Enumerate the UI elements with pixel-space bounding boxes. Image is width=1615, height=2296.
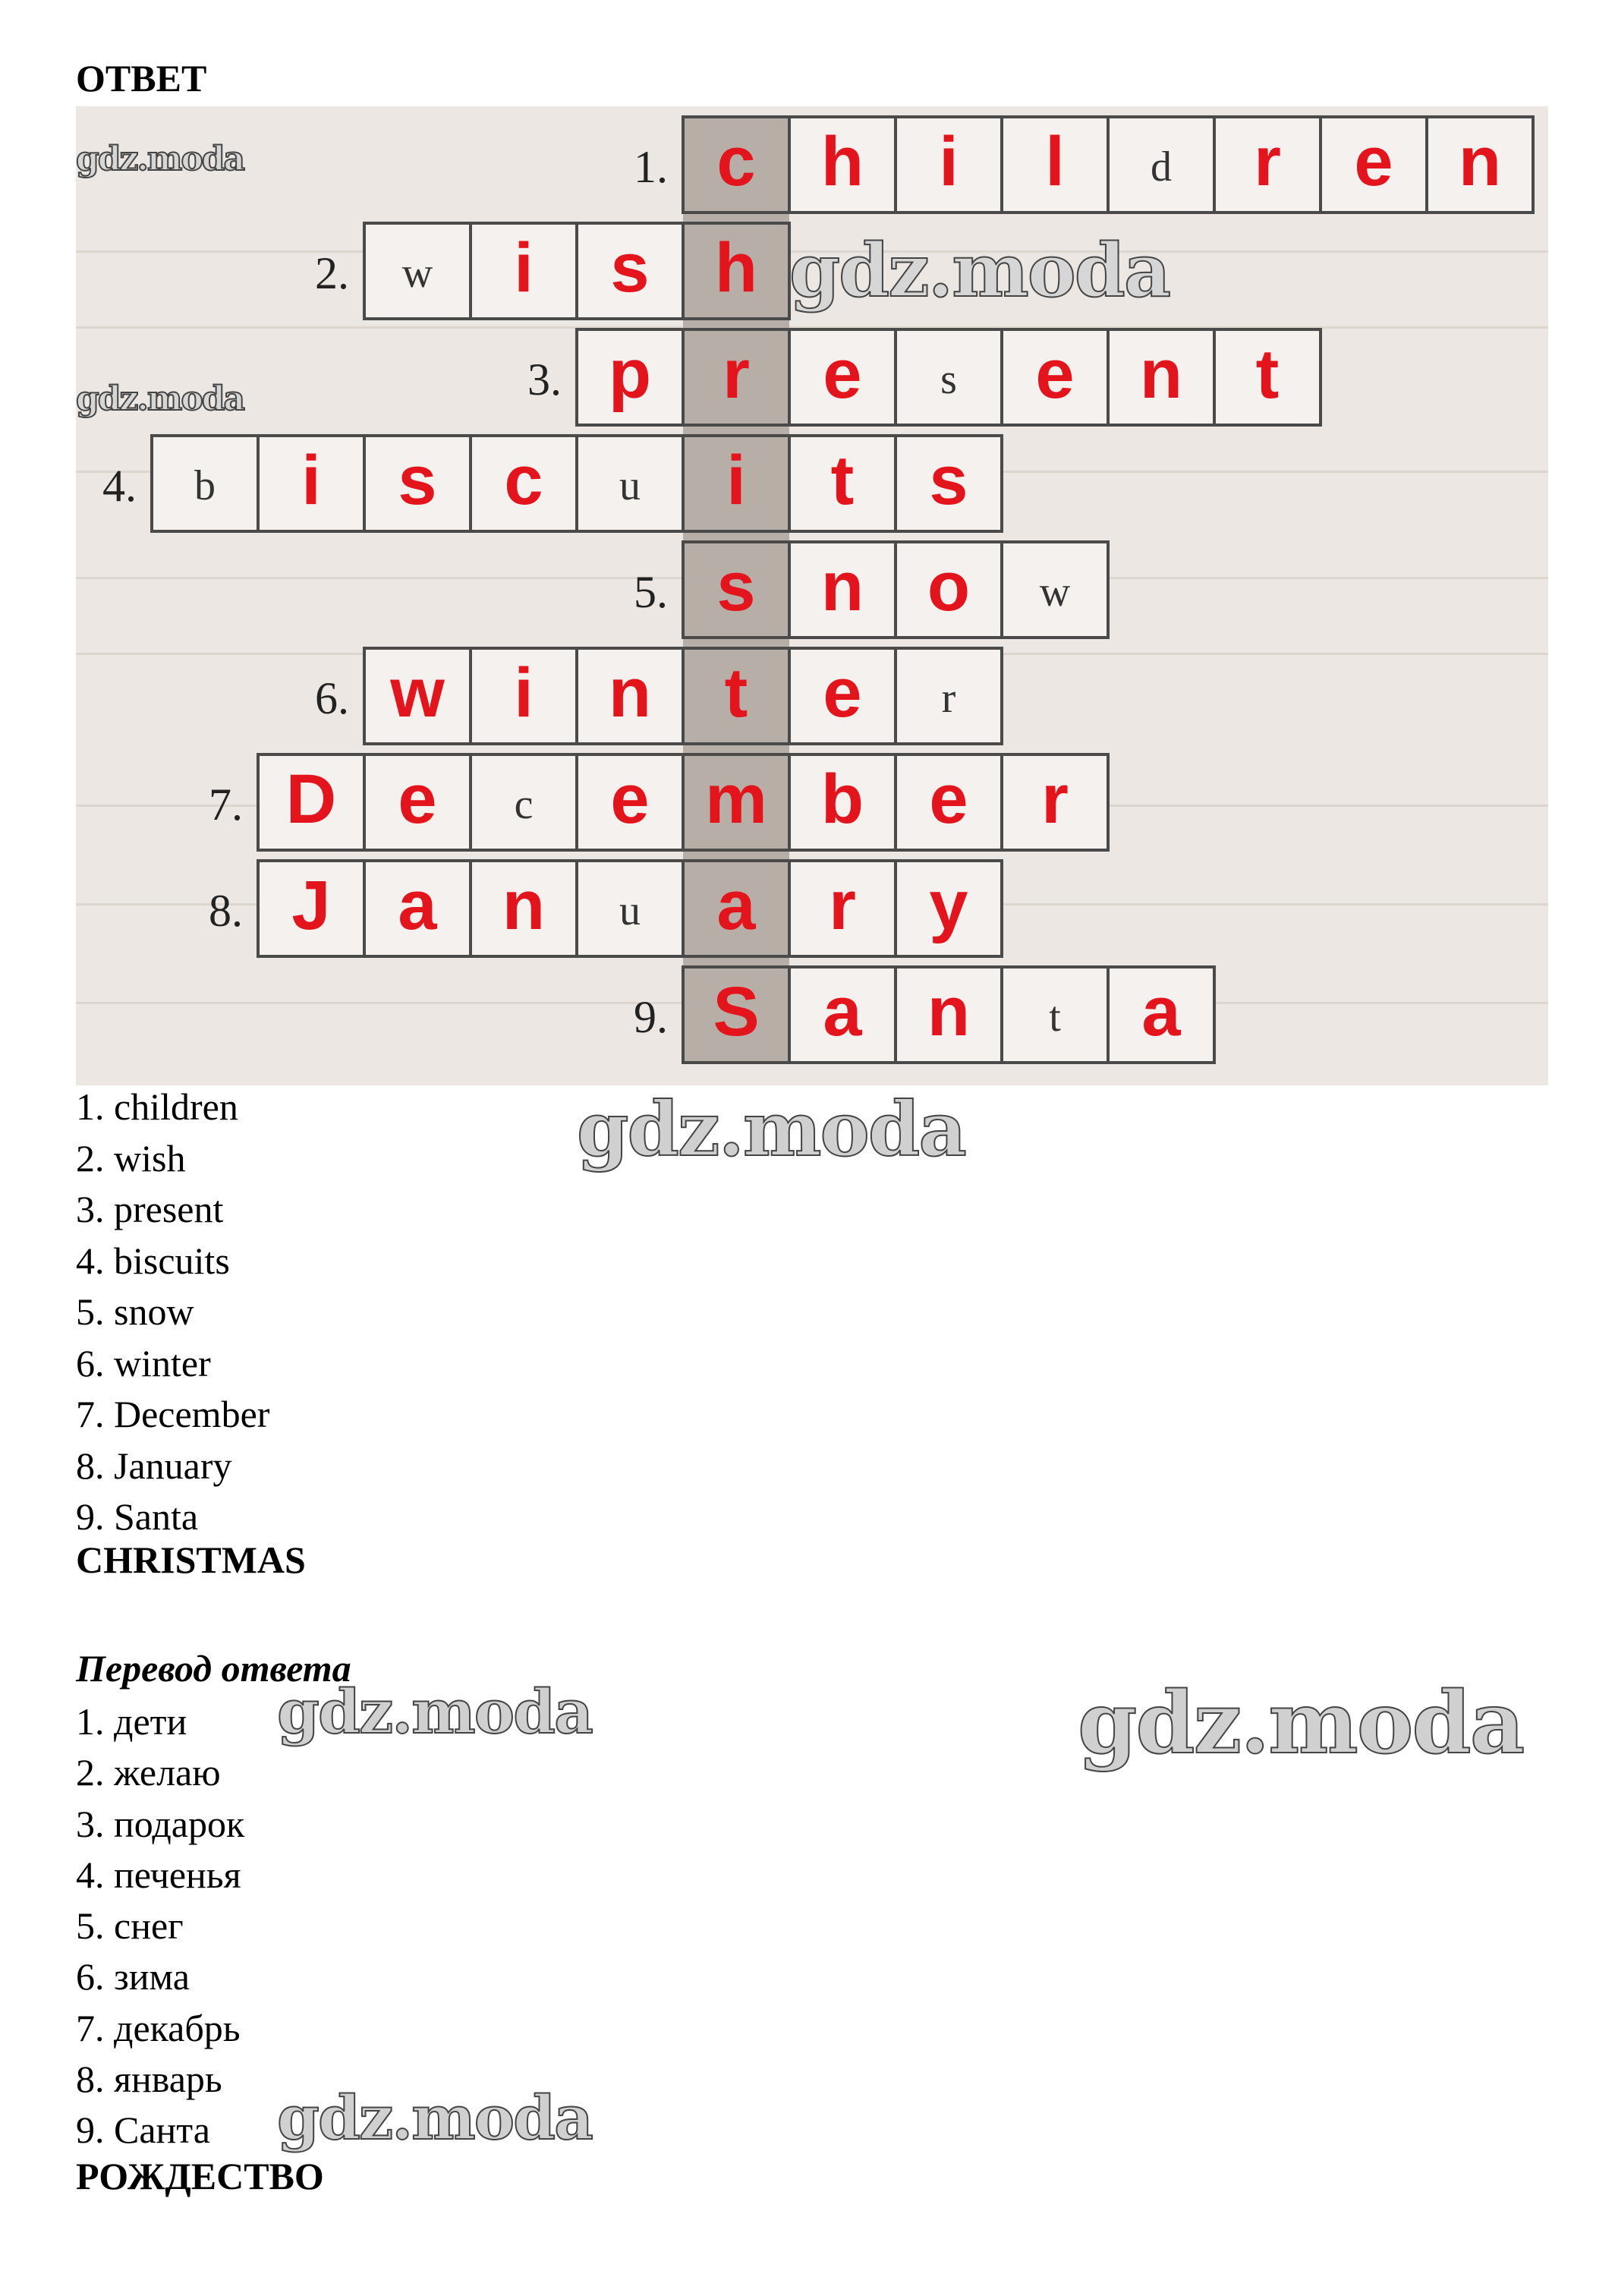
crossword-letter: s	[716, 548, 756, 625]
crossword-letter: a	[716, 867, 756, 944]
answer-item: 7. December	[76, 1393, 270, 1435]
crossword-letter: h	[820, 123, 864, 200]
clue-number: 4.	[102, 461, 137, 511]
crossword-letter: e	[823, 654, 862, 732]
crossword-letter: m	[705, 761, 767, 838]
translation-item: 2. желаю	[76, 1751, 221, 1794]
crossword-letter: e	[1035, 335, 1075, 413]
clue-number: 3.	[527, 354, 562, 405]
crossword-letter: n	[608, 654, 652, 732]
answer-item: 9. Santa	[76, 1495, 199, 1538]
crossword-letter: s	[929, 442, 968, 519]
crossword-letter: n	[1458, 123, 1502, 200]
crossword-letter: s	[940, 356, 957, 403]
answer-item: 1. children	[76, 1085, 238, 1128]
crossword-letter: u	[619, 887, 641, 934]
crossword-letter: y	[929, 867, 968, 944]
crossword-letter: D	[285, 761, 337, 838]
crossword-letter: w	[390, 654, 445, 732]
crossword-letter: e	[1354, 123, 1393, 200]
crossword-letter: b	[820, 761, 864, 838]
crossword-letter: e	[823, 335, 862, 413]
crossword-letter: i	[939, 123, 959, 200]
crossword-letter: c	[514, 781, 534, 828]
crossword-letter: a	[1141, 973, 1181, 1050]
clue-number: 2.	[315, 248, 349, 298]
crossword-grid	[76, 106, 1548, 1085]
crossword-letter: n	[820, 548, 864, 625]
crossword-letter: c	[504, 442, 543, 519]
crossword-letter: n	[1139, 335, 1183, 413]
translation-item: 4. печенья	[76, 1853, 241, 1896]
clue-number: 6.	[315, 673, 349, 723]
crossword-letter: e	[398, 761, 437, 838]
crossword-letter: J	[291, 867, 331, 944]
clue-number: 5.	[634, 567, 668, 617]
crossword-letter: l	[1045, 123, 1065, 200]
watermark-logo: gdz.moda	[1078, 1674, 1524, 1773]
crossword-image	[76, 106, 1548, 1085]
answer-item: 8. January	[76, 1444, 232, 1487]
watermark-logo: gdz.moda	[789, 228, 1170, 313]
answer-item: 4. biscuits	[76, 1239, 230, 1282]
final-word: CHRISTMAS	[76, 1539, 306, 1581]
translation-list	[76, 1696, 244, 2156]
crossword-letter: S	[713, 973, 760, 1050]
translation-item: 3. подарок	[76, 1802, 245, 1845]
crossword-letter: e	[929, 761, 968, 838]
crossword-letter: a	[823, 973, 862, 1050]
answer-item: 6. winter	[76, 1341, 211, 1384]
answer-list	[76, 1082, 269, 1543]
crossword-letter: n	[502, 867, 546, 944]
crossword-letter: u	[619, 462, 641, 509]
answer-item: 3. present	[76, 1188, 224, 1230]
crossword-letter: e	[610, 761, 650, 838]
crossword-letter: b	[194, 462, 216, 509]
crossword-letter: a	[398, 867, 437, 944]
translation-item: 9. Санта	[76, 2109, 210, 2152]
crossword-letter: i	[514, 654, 534, 732]
watermark-logo: gdz.moda	[277, 2082, 592, 2153]
watermark-logo: gdz.moda	[277, 1676, 592, 1747]
crossword-letter: t	[1049, 994, 1061, 1041]
crossword-letter: r	[1254, 123, 1281, 200]
crossword-letter: s	[610, 229, 650, 307]
answer-item: 5. snow	[76, 1290, 194, 1333]
crossword-letter: h	[714, 229, 758, 307]
crossword-letter: o	[927, 548, 971, 625]
crossword-letter: i	[301, 442, 321, 519]
translation-title: Перевод ответа	[76, 1647, 351, 1690]
crossword-letter: r	[1041, 761, 1069, 838]
crossword-letter: w	[401, 250, 433, 297]
clue-number: 9.	[634, 992, 668, 1042]
translation-item: 6. зима	[76, 1955, 190, 1998]
translation-item: 5. снег	[76, 1904, 184, 1948]
crossword-letter: s	[398, 442, 437, 519]
crossword-letter: c	[716, 123, 756, 200]
crossword-letter: i	[726, 442, 746, 519]
crossword-letter: r	[941, 675, 956, 722]
crossword-letter: t	[830, 442, 855, 519]
crossword-letter: w	[1039, 568, 1071, 616]
crossword-letter: t	[1255, 335, 1280, 413]
crossword-letter: r	[722, 335, 750, 413]
clue-number: 8.	[209, 886, 243, 936]
watermark-logo: gdz.moda	[76, 140, 244, 178]
answer-item: 2. wish	[76, 1136, 186, 1179]
crossword-letter: p	[608, 335, 652, 413]
final-word-translation: РОЖДЕСТВО	[76, 2155, 324, 2197]
answer-heading: ОТВЕТ	[76, 57, 207, 99]
translation-item: 8. январь	[76, 2058, 222, 2101]
translation-item: 7. декабрь	[76, 2006, 241, 2049]
crossword-letter: r	[829, 867, 856, 944]
crossword-letter: t	[724, 654, 748, 732]
watermark-logo: gdz.moda	[76, 380, 244, 418]
watermark-logo: gdz.moda	[577, 1086, 965, 1173]
translation-item: 1. дети	[76, 1700, 187, 1743]
clue-number: 1.	[634, 142, 668, 192]
clue-number: 7.	[209, 780, 243, 830]
crossword-letter: d	[1151, 143, 1172, 191]
crossword-letter: n	[927, 973, 971, 1050]
crossword-letter: i	[514, 229, 534, 307]
